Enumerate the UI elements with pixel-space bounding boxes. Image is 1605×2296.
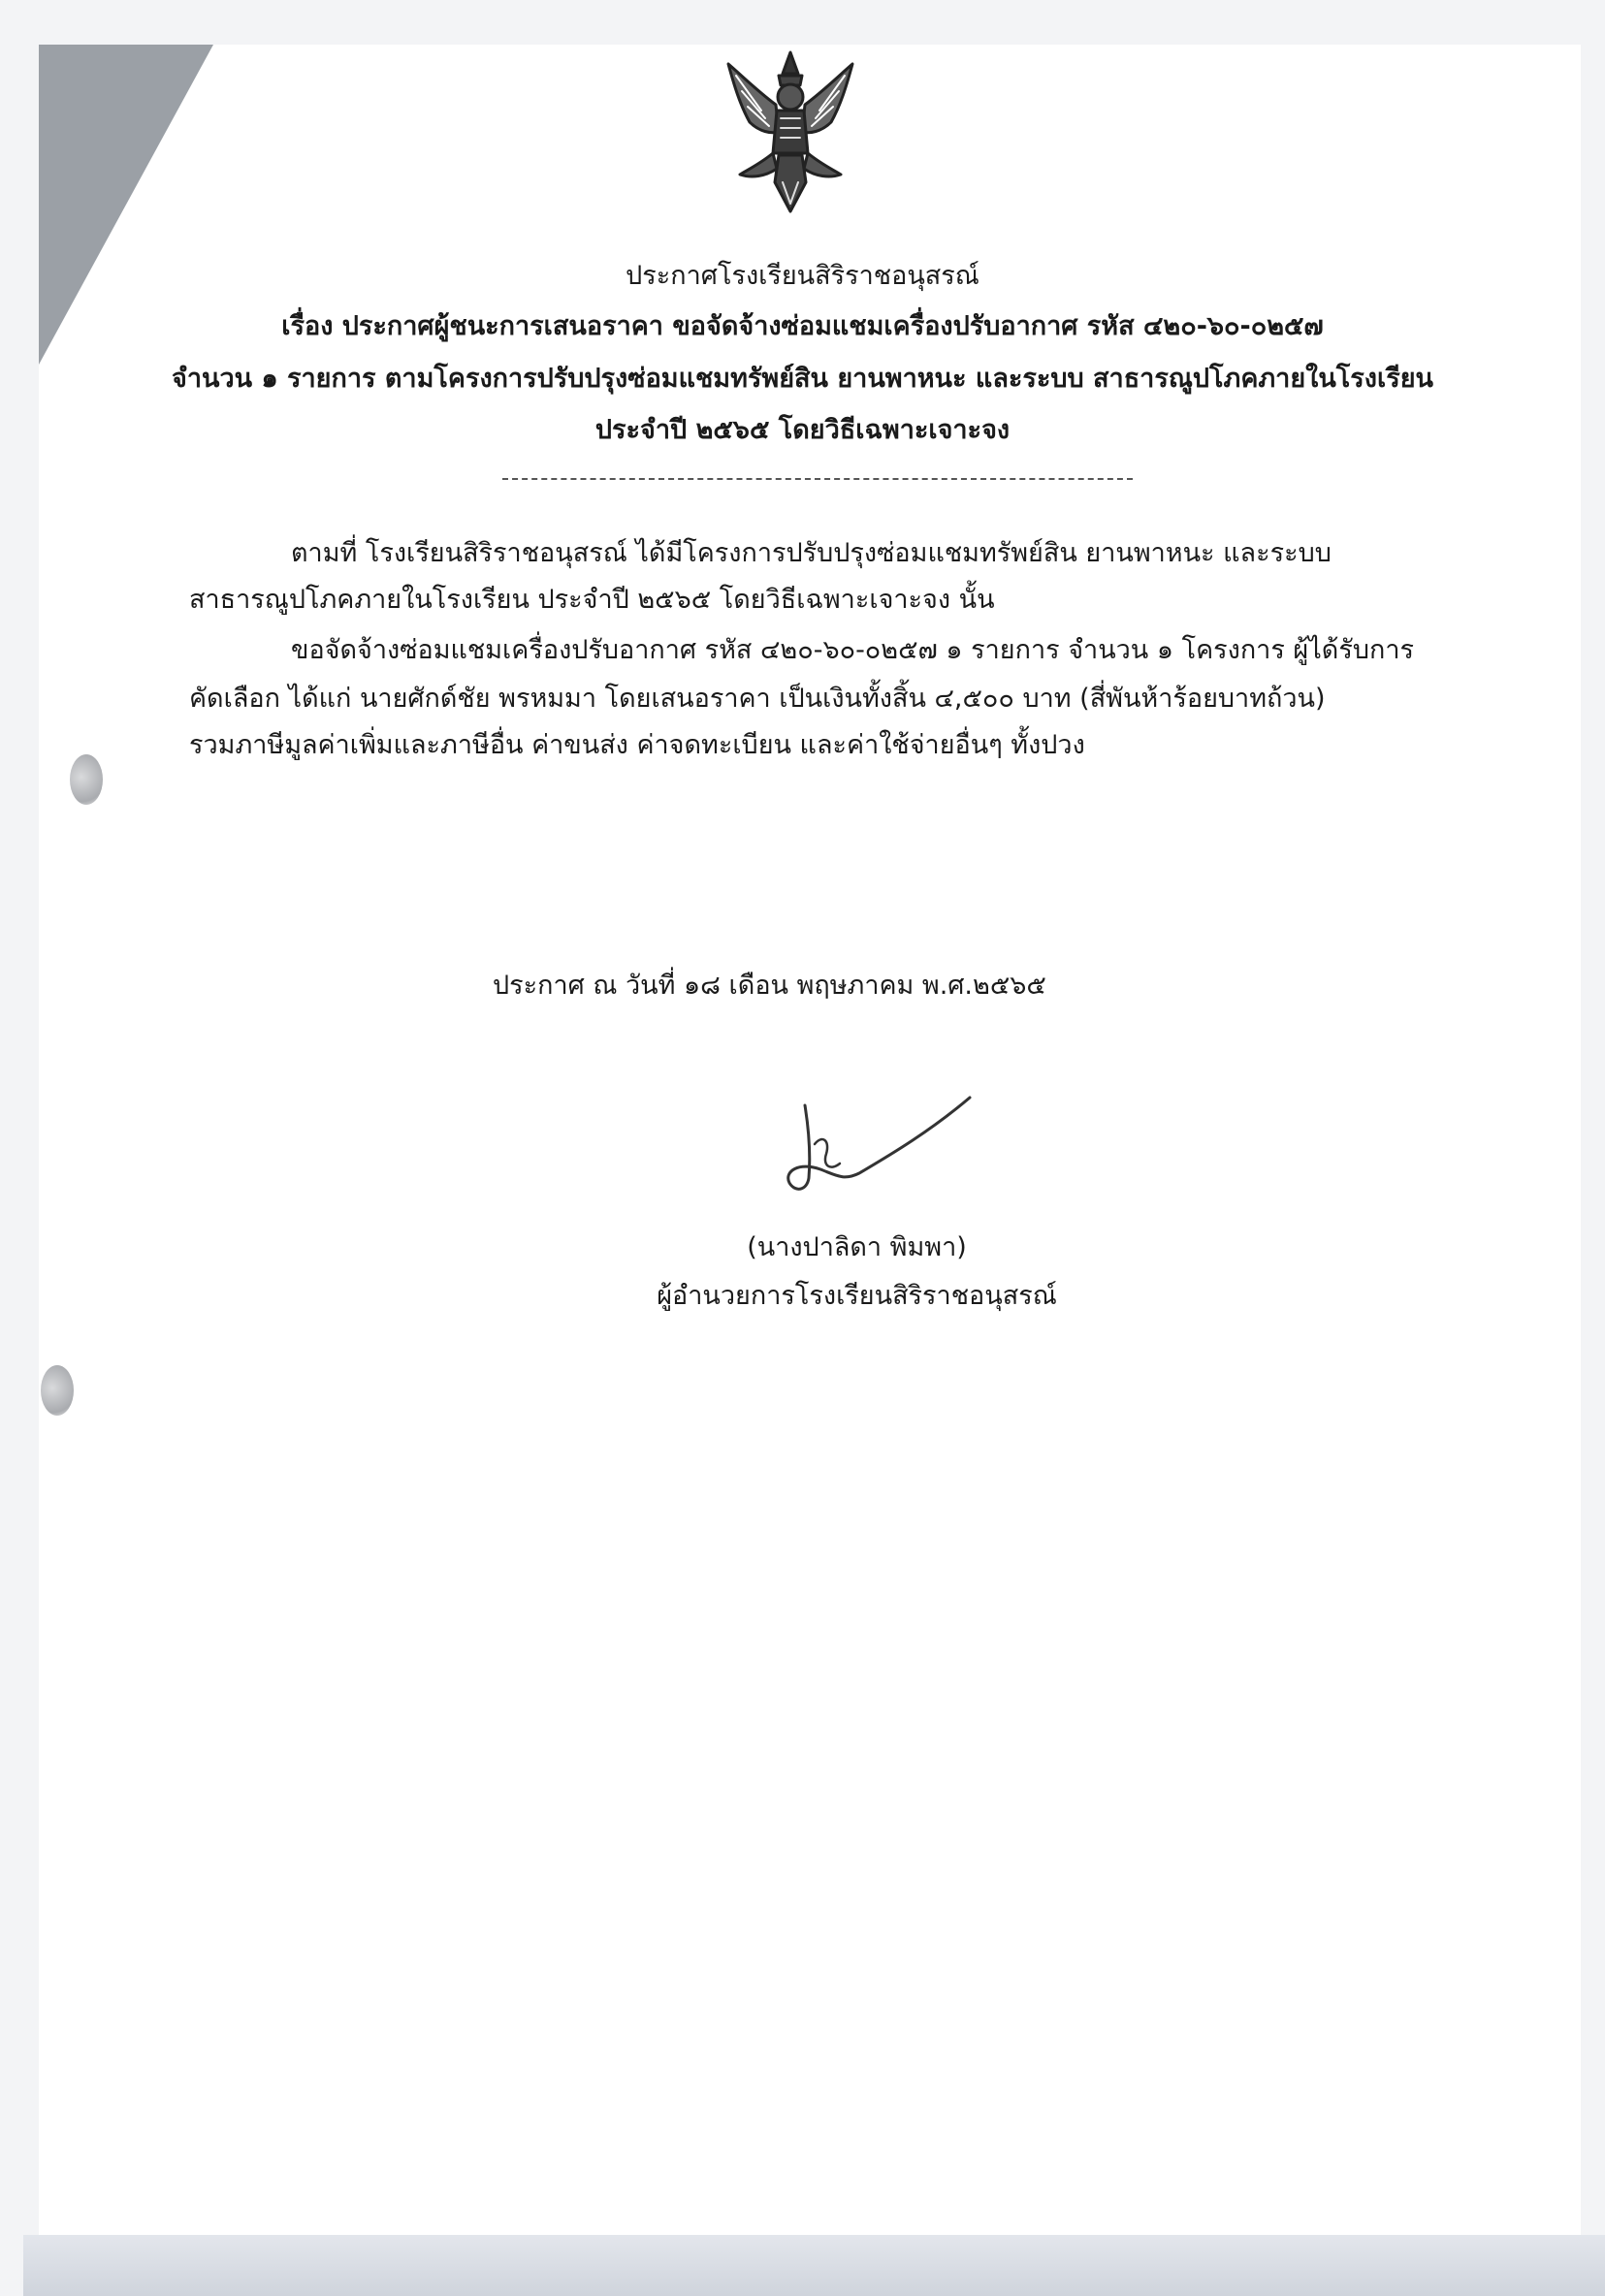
paragraph-2-line-2: คัดเลือก ได้แก่ นายศักด์ชัย พรหมมา โดยเสนอราคา เป็นเงินทั้งสิ้น ๔,๕๐๐ บาท (สี่พันห้าร้อยบาทถ้วน) xyxy=(189,684,1326,714)
paragraph-1-line-2: สาธารณูปโภคภายในโรงเรียน ประจำปี ๒๕๖๕ โดยวิธีเฉพาะเจาะจง นั้น xyxy=(189,585,995,615)
paragraph-2-line-3: รวมภาษีมูลค่าเพิ่มและภาษีอื่น ค่าขนส่ง ค่าจดทะเบียน และค่าใช้จ่ายอื่นๆ ทั้งปวง xyxy=(189,730,1085,760)
paragraph-2-line-1: ขอจัดจ้างซ่อมแชมเครื่องปรับอากาศ รหัส ๔๒๐-๖๐-๐๒๕๗ ๑ รายการ จำนวน ๑ โครงการ ผู้ได้รับการ xyxy=(291,635,1414,665)
subject-line-1: เรื่อง ประกาศผู้ชนะการเสนอราคา ขอจัดจ้างซ่อมแชมเครื่องปรับอากาศ รหัส ๔๒๐-๖๐-๐๒๕๗ xyxy=(281,311,1324,341)
handwritten-signature-icon xyxy=(766,1086,979,1202)
punch-hole xyxy=(70,754,103,805)
signatory-name: (นางปาลิดา พิมพา) xyxy=(747,1232,967,1262)
punch-hole xyxy=(41,1365,74,1416)
header-divider xyxy=(502,478,1133,480)
paragraph-1-line-1: ตามที่ โรงเรียนสิริราชอนุสรณ์ ได้มีโครงการปรับปรุงซ่อมแชมทรัพย์สิน ยานพาหนะ และระบบ xyxy=(291,538,1332,568)
announcement-date: ประกาศ ณ วันที่ ๑๘ เดือน พฤษภาคม พ.ศ.๒๕๖๕ xyxy=(493,971,1046,1001)
scan-bottom-edge xyxy=(23,2235,1605,2296)
signatory-position: ผู้อำนวยการโรงเรียนสิริราชอนุสรณ์ xyxy=(657,1281,1057,1311)
subject-line-3: ประจำปี ๒๕๖๕ โดยวิธีเฉพาะเจาะจง xyxy=(594,415,1011,445)
document-title: ประกาศโรงเรียนสิริราชอนุสรณ์ xyxy=(626,261,979,291)
garuda-emblem-icon xyxy=(722,47,858,221)
subject-line-2: จำนวน ๑ รายการ ตามโครงการปรับปรุงซ่อมแชมทรัพย์สิน ยานพาหนะ และระบบ สาธารณูปโภคภายในโรงเรียน xyxy=(172,364,1433,394)
